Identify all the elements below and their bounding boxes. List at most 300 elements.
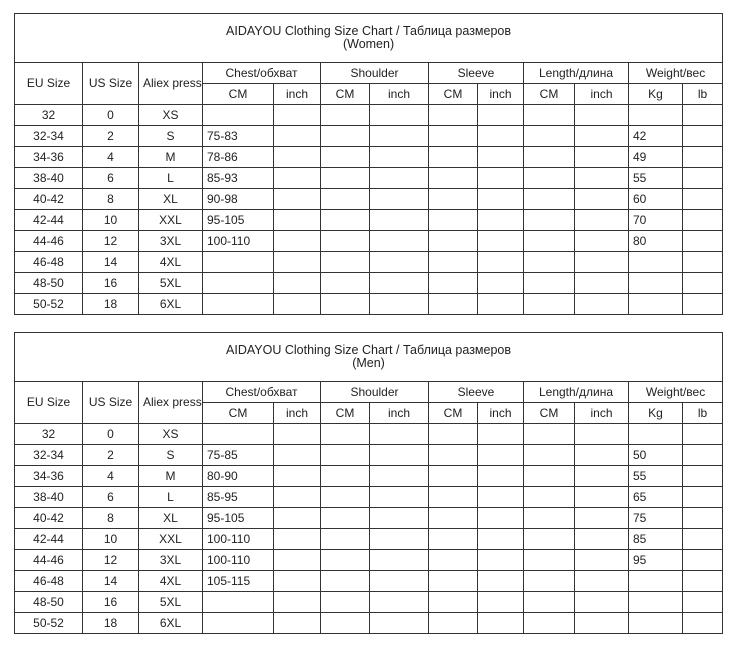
eu-size-cell: 44-46 <box>15 231 83 252</box>
empty-cell <box>575 550 629 571</box>
chest-cm-cell <box>203 105 274 126</box>
weight-kg-cell <box>629 105 683 126</box>
empty-cell <box>478 252 524 273</box>
table-row <box>15 105 723 126</box>
weight-kg-cell <box>629 273 683 294</box>
table-row <box>15 613 723 634</box>
empty-cell <box>575 273 629 294</box>
eu-size-cell: 46-48 <box>15 252 83 273</box>
empty-cell <box>478 487 524 508</box>
weight-kg-cell <box>629 592 683 613</box>
aliex-size-cell: M <box>139 466 203 487</box>
table-row <box>15 550 723 571</box>
empty-cell <box>429 189 478 210</box>
unit-header: CM <box>321 403 370 424</box>
empty-cell <box>274 231 321 252</box>
table-row <box>15 592 723 613</box>
weight-lb-cell <box>683 105 723 126</box>
weight-kg-cell <box>629 571 683 592</box>
table-row <box>15 126 723 147</box>
men-size-table <box>14 332 723 634</box>
chest-cm-cell: 105-115 <box>203 571 274 592</box>
empty-cell <box>575 592 629 613</box>
weight-lb-cell <box>683 231 723 252</box>
eu-size-cell: 46-48 <box>15 571 83 592</box>
chart-title <box>15 333 723 382</box>
chest-cm-cell: 90-98 <box>203 189 274 210</box>
empty-cell <box>370 466 429 487</box>
us-size-cell: 6 <box>83 487 139 508</box>
empty-cell <box>274 466 321 487</box>
table-row <box>15 445 723 466</box>
empty-cell <box>429 168 478 189</box>
empty-cell <box>274 529 321 550</box>
chest-cm-cell <box>203 613 274 634</box>
us-size-cell: 0 <box>83 105 139 126</box>
empty-cell <box>478 210 524 231</box>
empty-cell <box>575 294 629 315</box>
shoulder-header: Shoulder <box>321 63 429 84</box>
eu-size-cell: 40-42 <box>15 508 83 529</box>
weight-kg-cell: 80 <box>629 231 683 252</box>
empty-cell <box>274 508 321 529</box>
us-size-cell: 18 <box>83 294 139 315</box>
empty-cell <box>575 126 629 147</box>
empty-cell <box>575 231 629 252</box>
empty-cell <box>274 273 321 294</box>
title-row <box>15 14 723 63</box>
chart-title-line2: (Women) <box>342 37 395 51</box>
weight-lb-cell <box>683 445 723 466</box>
weight-kg-cell <box>629 294 683 315</box>
sleeve-header: Sleeve <box>429 63 524 84</box>
empty-cell <box>321 613 370 634</box>
eu-size-cell: 34-36 <box>15 466 83 487</box>
empty-cell <box>274 168 321 189</box>
table-row <box>15 252 723 273</box>
empty-cell <box>429 445 478 466</box>
aliex-size-cell: 5XL <box>139 592 203 613</box>
empty-cell <box>370 210 429 231</box>
aliex-size-cell: 5XL <box>139 273 203 294</box>
us-size-cell: 12 <box>83 550 139 571</box>
weight-kg-cell: 70 <box>629 210 683 231</box>
chest-cm-cell <box>203 252 274 273</box>
empty-cell <box>274 105 321 126</box>
empty-cell <box>321 273 370 294</box>
aliex-size-cell: S <box>139 445 203 466</box>
eu-size-cell: 42-44 <box>15 210 83 231</box>
weight-lb-cell <box>683 571 723 592</box>
table-row <box>15 294 723 315</box>
empty-cell <box>321 424 370 445</box>
empty-cell <box>429 613 478 634</box>
unit-header: Kg <box>629 84 683 105</box>
us-size-cell: 14 <box>83 571 139 592</box>
empty-cell <box>478 424 524 445</box>
us-size-cell: 10 <box>83 529 139 550</box>
empty-cell <box>274 210 321 231</box>
empty-cell <box>478 592 524 613</box>
eu-size-cell: 38-40 <box>15 487 83 508</box>
empty-cell <box>370 273 429 294</box>
eu-size-cell: 32 <box>15 424 83 445</box>
empty-cell <box>370 126 429 147</box>
weight-lb-cell <box>683 294 723 315</box>
empty-cell <box>274 126 321 147</box>
empty-cell <box>478 189 524 210</box>
empty-cell <box>478 147 524 168</box>
empty-cell <box>429 294 478 315</box>
empty-cell <box>370 550 429 571</box>
unit-header: CM <box>321 84 370 105</box>
empty-cell <box>321 252 370 273</box>
empty-cell <box>575 529 629 550</box>
weight-kg-cell <box>629 613 683 634</box>
chest-cm-cell: 85-95 <box>203 487 274 508</box>
empty-cell <box>478 550 524 571</box>
unit-header: inch <box>274 403 321 424</box>
aliex-size-cell: XS <box>139 105 203 126</box>
empty-cell <box>321 529 370 550</box>
chest-cm-cell: 95-105 <box>203 508 274 529</box>
weight-kg-cell: 55 <box>629 168 683 189</box>
weight-kg-cell: 42 <box>629 126 683 147</box>
weight-lb-cell <box>683 168 723 189</box>
aliex-size-cell: 3XL <box>139 231 203 252</box>
weight-lb-cell <box>683 592 723 613</box>
eu-size-cell: 42-44 <box>15 529 83 550</box>
empty-cell <box>321 445 370 466</box>
empty-cell <box>575 571 629 592</box>
unit-header: CM <box>203 84 274 105</box>
empty-cell <box>524 550 575 571</box>
sleeve-header: Sleeve <box>429 382 524 403</box>
empty-cell <box>478 294 524 315</box>
empty-cell <box>524 424 575 445</box>
empty-cell <box>321 147 370 168</box>
empty-cell <box>524 466 575 487</box>
chest-cm-cell: 95-105 <box>203 210 274 231</box>
empty-cell <box>575 189 629 210</box>
weight-header: Weight/вес <box>629 63 723 84</box>
empty-cell <box>524 592 575 613</box>
chest-cm-cell: 85-93 <box>203 168 274 189</box>
empty-cell <box>321 168 370 189</box>
eu-size-cell: 48-50 <box>15 273 83 294</box>
eu-size-cell: 48-50 <box>15 592 83 613</box>
title-row <box>15 333 723 382</box>
women-table-body <box>15 14 723 315</box>
weight-lb-cell <box>683 189 723 210</box>
empty-cell <box>429 571 478 592</box>
empty-cell <box>429 105 478 126</box>
empty-cell <box>524 613 575 634</box>
empty-cell <box>370 424 429 445</box>
chest-cm-cell: 78-86 <box>203 147 274 168</box>
us-size-header: US Size <box>83 63 139 105</box>
aliex-size-cell: 3XL <box>139 550 203 571</box>
weight-lb-cell <box>683 466 723 487</box>
empty-cell <box>321 126 370 147</box>
chest-cm-cell: 100-110 <box>203 231 274 252</box>
us-size-cell: 6 <box>83 168 139 189</box>
unit-header: inch <box>575 84 629 105</box>
us-size-cell: 16 <box>83 273 139 294</box>
unit-header: inch <box>370 403 429 424</box>
aliex-size-cell: 6XL <box>139 613 203 634</box>
weight-kg-cell: 85 <box>629 529 683 550</box>
empty-cell <box>370 168 429 189</box>
unit-header: Kg <box>629 403 683 424</box>
empty-cell <box>478 529 524 550</box>
chest-cm-cell: 80-90 <box>203 466 274 487</box>
empty-cell <box>429 529 478 550</box>
empty-cell <box>321 508 370 529</box>
length-header: Length/длина <box>524 382 629 403</box>
chest-header: Chest/обхват <box>203 63 321 84</box>
table-row <box>15 466 723 487</box>
weight-lb-cell <box>683 126 723 147</box>
empty-cell <box>274 592 321 613</box>
table-row <box>15 189 723 210</box>
unit-header: CM <box>429 84 478 105</box>
empty-cell <box>429 592 478 613</box>
aliex-size-cell: XL <box>139 189 203 210</box>
empty-cell <box>274 252 321 273</box>
weight-lb-cell <box>683 550 723 571</box>
eu-size-cell: 32 <box>15 105 83 126</box>
empty-cell <box>370 445 429 466</box>
weight-lb-cell <box>683 252 723 273</box>
chart-title-line1: AIDAYOU Clothing Size Chart / Таблица размеров <box>226 343 512 357</box>
unit-header: CM <box>524 84 575 105</box>
weight-kg-cell <box>629 252 683 273</box>
empty-cell <box>524 445 575 466</box>
chest-cm-cell <box>203 273 274 294</box>
empty-cell <box>524 273 575 294</box>
table-row <box>15 424 723 445</box>
table-row <box>15 487 723 508</box>
chest-header: Chest/обхват <box>203 382 321 403</box>
weight-lb-cell <box>683 529 723 550</box>
weight-kg-cell: 49 <box>629 147 683 168</box>
empty-cell <box>524 147 575 168</box>
empty-cell <box>429 231 478 252</box>
table-row <box>15 571 723 592</box>
empty-cell <box>321 189 370 210</box>
empty-cell <box>429 126 478 147</box>
empty-cell <box>370 105 429 126</box>
chest-cm-cell: 100-110 <box>203 529 274 550</box>
us-size-header: US Size <box>83 382 139 424</box>
empty-cell <box>274 550 321 571</box>
empty-cell <box>429 210 478 231</box>
unit-header: CM <box>203 403 274 424</box>
empty-cell <box>524 105 575 126</box>
empty-cell <box>429 550 478 571</box>
aliex-size-cell: XS <box>139 424 203 445</box>
aliex-size-cell: L <box>139 487 203 508</box>
weight-lb-cell <box>683 613 723 634</box>
us-size-cell: 8 <box>83 508 139 529</box>
empty-cell <box>524 168 575 189</box>
empty-cell <box>478 273 524 294</box>
empty-cell <box>370 592 429 613</box>
chest-cm-cell: 75-83 <box>203 126 274 147</box>
empty-cell <box>429 273 478 294</box>
length-header: Length/длина <box>524 63 629 84</box>
empty-cell <box>274 294 321 315</box>
empty-cell <box>321 487 370 508</box>
chest-cm-cell <box>203 592 274 613</box>
empty-cell <box>478 231 524 252</box>
empty-cell <box>370 529 429 550</box>
aliex-size-header: Aliex press <box>139 63 203 105</box>
eu-size-cell: 40-42 <box>15 189 83 210</box>
empty-cell <box>478 126 524 147</box>
empty-cell <box>524 231 575 252</box>
chart-title-line2: (Men) <box>352 356 385 370</box>
table-row <box>15 231 723 252</box>
men-table-body <box>15 333 723 634</box>
empty-cell <box>321 210 370 231</box>
chest-cm-cell: 100-110 <box>203 550 274 571</box>
weight-lb-cell <box>683 210 723 231</box>
weight-kg-cell: 50 <box>629 445 683 466</box>
header-row <box>15 382 723 403</box>
table-row <box>15 210 723 231</box>
empty-cell <box>478 445 524 466</box>
empty-cell <box>370 189 429 210</box>
us-size-cell: 14 <box>83 252 139 273</box>
empty-cell <box>429 487 478 508</box>
empty-cell <box>575 613 629 634</box>
empty-cell <box>321 466 370 487</box>
aliex-size-cell: 6XL <box>139 294 203 315</box>
empty-cell <box>524 252 575 273</box>
eu-size-header: EU Size <box>15 63 83 105</box>
empty-cell <box>524 126 575 147</box>
weight-lb-cell <box>683 147 723 168</box>
table-row <box>15 147 723 168</box>
empty-cell <box>575 508 629 529</box>
us-size-cell: 4 <box>83 466 139 487</box>
us-size-cell: 2 <box>83 445 139 466</box>
eu-size-cell: 34-36 <box>15 147 83 168</box>
us-size-cell: 16 <box>83 592 139 613</box>
weight-lb-cell <box>683 508 723 529</box>
empty-cell <box>524 189 575 210</box>
table-row <box>15 168 723 189</box>
empty-cell <box>575 445 629 466</box>
us-size-cell: 10 <box>83 210 139 231</box>
empty-cell <box>575 466 629 487</box>
empty-cell <box>274 571 321 592</box>
aliex-size-cell: L <box>139 168 203 189</box>
us-size-cell: 4 <box>83 147 139 168</box>
unit-header: inch <box>575 403 629 424</box>
empty-cell <box>478 508 524 529</box>
empty-cell <box>321 550 370 571</box>
unit-header: inch <box>370 84 429 105</box>
empty-cell <box>429 466 478 487</box>
unit-header: lb <box>683 84 723 105</box>
unit-header: inch <box>478 403 524 424</box>
empty-cell <box>370 571 429 592</box>
unit-header: inch <box>274 84 321 105</box>
empty-cell <box>478 168 524 189</box>
aliex-size-cell: XXL <box>139 210 203 231</box>
aliex-size-cell: M <box>139 147 203 168</box>
empty-cell <box>370 147 429 168</box>
aliex-size-header: Aliex press <box>139 382 203 424</box>
empty-cell <box>478 466 524 487</box>
eu-size-cell: 32-34 <box>15 126 83 147</box>
empty-cell <box>524 487 575 508</box>
empty-cell <box>321 592 370 613</box>
empty-cell <box>274 189 321 210</box>
chart-title-line1: AIDAYOU Clothing Size Chart / Таблица размеров <box>226 24 512 38</box>
empty-cell <box>370 487 429 508</box>
chest-cm-cell <box>203 424 274 445</box>
table-row <box>15 273 723 294</box>
weight-kg-cell: 65 <box>629 487 683 508</box>
us-size-cell: 8 <box>83 189 139 210</box>
us-size-cell: 12 <box>83 231 139 252</box>
us-size-cell: 0 <box>83 424 139 445</box>
header-row <box>15 63 723 84</box>
empty-cell <box>429 424 478 445</box>
weight-kg-cell <box>629 424 683 445</box>
empty-cell <box>321 105 370 126</box>
us-size-cell: 18 <box>83 613 139 634</box>
empty-cell <box>274 613 321 634</box>
unit-header: CM <box>524 403 575 424</box>
empty-cell <box>321 571 370 592</box>
table-row <box>15 508 723 529</box>
chest-cm-cell <box>203 294 274 315</box>
empty-cell <box>575 487 629 508</box>
empty-cell <box>370 294 429 315</box>
empty-cell <box>370 252 429 273</box>
aliex-size-cell: S <box>139 126 203 147</box>
weight-lb-cell <box>683 424 723 445</box>
empty-cell <box>370 613 429 634</box>
empty-cell <box>478 613 524 634</box>
empty-cell <box>274 445 321 466</box>
empty-cell <box>524 571 575 592</box>
empty-cell <box>575 424 629 445</box>
weight-lb-cell <box>683 273 723 294</box>
empty-cell <box>524 508 575 529</box>
eu-size-cell: 38-40 <box>15 168 83 189</box>
eu-size-header: EU Size <box>15 382 83 424</box>
empty-cell <box>524 529 575 550</box>
women-size-table <box>14 13 723 315</box>
unit-header: inch <box>478 84 524 105</box>
weight-lb-cell <box>683 487 723 508</box>
eu-size-cell: 32-34 <box>15 445 83 466</box>
chart-title <box>15 14 723 63</box>
empty-cell <box>478 105 524 126</box>
aliex-size-cell: XXL <box>139 529 203 550</box>
eu-size-cell: 50-52 <box>15 294 83 315</box>
aliex-size-cell: 4XL <box>139 252 203 273</box>
empty-cell <box>524 210 575 231</box>
weight-kg-cell: 55 <box>629 466 683 487</box>
unit-header: lb <box>683 403 723 424</box>
